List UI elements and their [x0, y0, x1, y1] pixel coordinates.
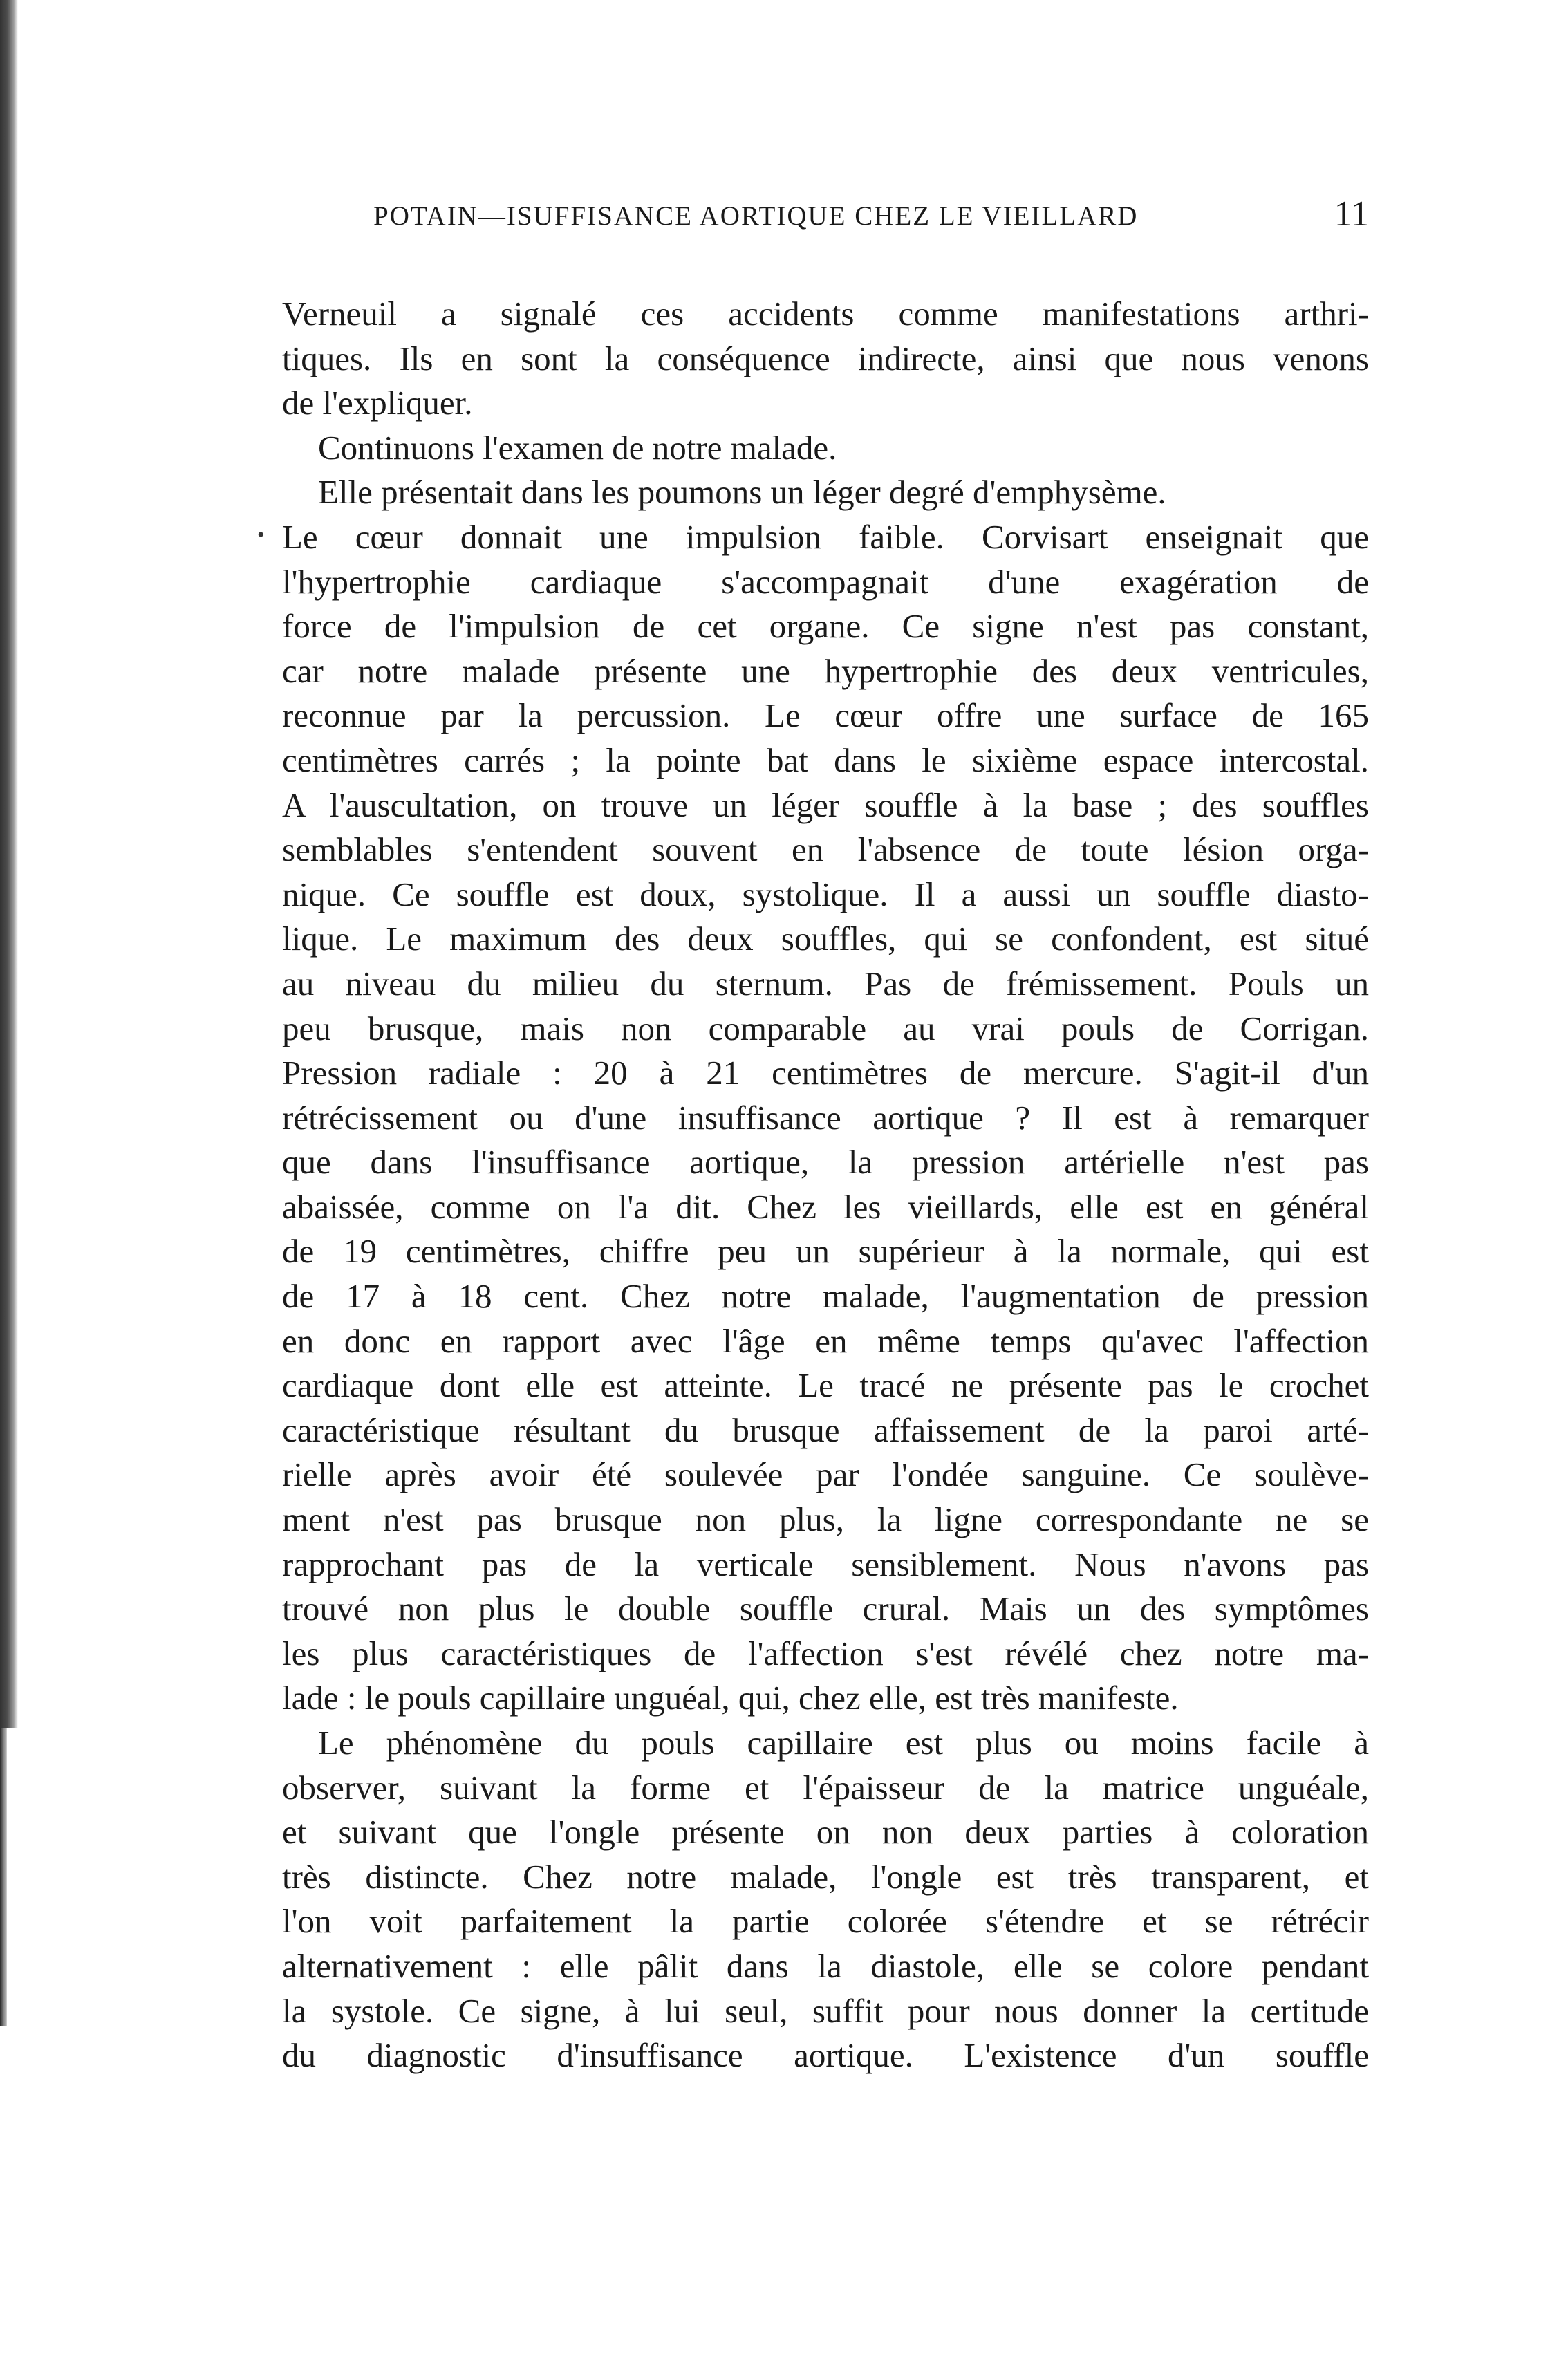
text-line: que dans l'insuffisance aortique, la pression artérielle n'est pas	[282, 1143, 1369, 1182]
text-line: en donc en rapport avec l'âge en même temps qu'avec l'affection	[282, 1321, 1369, 1360]
text-line: très distincte. Chez notre malade, l'ongle est très transparent, et	[282, 1857, 1369, 1896]
body-text	[282, 292, 1369, 2078]
text-line: reconnue par la percussion. Le cœur offre une surface de 165	[282, 696, 1369, 735]
scan-shadow-edge	[0, 0, 18, 1728]
text-line: Continuons l'examen de notre malade.	[318, 428, 837, 467]
text-line: centimètres carrés ; la pointe bat dans le sixième espace intercostal.	[282, 740, 1369, 779]
text-line: nique. Ce souffle est doux, systolique. Il a aussi un souffle diasto-	[282, 875, 1369, 913]
text-line: la systole. Ce signe, à lui seul, suffit pour nous donner la certitude	[282, 1991, 1369, 2030]
text-line: car notre malade présente une hypertrophie des deux ventricules,	[282, 651, 1369, 690]
text-line: semblables s'entendent souvent en l'absence de toute lésion orga-	[282, 830, 1369, 869]
page-number: 11	[1334, 194, 1369, 234]
text-line: les plus caractéristiques de l'affection s'est révélé chez notre ma-	[282, 1634, 1369, 1672]
text-line: Pression radiale : 20 à 21 centimètres de mercure. S'agit-il d'un	[282, 1054, 1369, 1092]
text-line: du diagnostic d'insuffisance aortique. L'existence d'un souffle	[282, 2036, 1369, 2075]
text-line: lique. Le maximum des deux souffles, qui se confondent, est situé	[282, 920, 1369, 958]
text-line: et suivant que l'ongle présente on non deux parties à coloration	[282, 1813, 1369, 1852]
text-line: A l'auscultation, on trouve un léger souffle à la base ; des souffles	[282, 785, 1369, 824]
margin-mark: •	[257, 523, 265, 546]
text-line: force de l'impulsion de cet organe. Ce signe n'est pas constant,	[282, 607, 1369, 646]
text-line: l'hypertrophie cardiaque s'accompagnait d'une exagération de	[282, 562, 1369, 601]
text-line: lade : le pouls capillaire unguéal, qui, chez elle, est très manifeste.	[282, 1679, 1179, 1717]
text-line: rielle après avoir été soulevée par l'ondée sanguine. Ce soulève-	[282, 1455, 1369, 1494]
text-line: de 19 centimètres, chiffre peu un supérieur à la normale, qui est	[282, 1232, 1369, 1271]
text-line: alternativement : elle pâlit dans la diastole, elle se colore pendant	[282, 1946, 1369, 1985]
text-line: rétrécissement ou d'une insuffisance aortique ? Il est à remarquer	[282, 1098, 1369, 1137]
text-line: Le phénomène du pouls capillaire est plus ou moins facile à	[318, 1724, 1369, 1762]
text-line: Verneuil a signalé ces accidents comme manifestations arthri-	[282, 295, 1369, 333]
text-line: de l'expliquer.	[282, 384, 473, 422]
running-head: POTAIN—ISUFFISANCE AORTIQUE CHEZ LE VIEILLARD	[373, 201, 1139, 231]
text-line: trouvé non plus le double souffle crural. Mais un des symptômes	[282, 1589, 1369, 1628]
text-line: au niveau du milieu du sternum. Pas de frémissement. Pouls un	[282, 964, 1369, 1003]
text-line: cardiaque dont elle est atteinte. Le tracé ne présente pas le crochet	[282, 1366, 1369, 1405]
text-line: caractéristique résultant du brusque affaissement de la paroi arté-	[282, 1410, 1369, 1449]
text-line: Elle présentait dans les poumons un léger degré d'emphysème.	[318, 473, 1166, 512]
text-line: tiques. Ils en sont la conséquence indirecte, ainsi que nous venons	[282, 339, 1369, 377]
text-line: de 17 à 18 cent. Chez notre malade, l'augmentation de pression	[282, 1277, 1369, 1316]
text-line: abaissée, comme on l'a dit. Chez les vieillards, elle est en général	[282, 1187, 1369, 1226]
text-line: ment n'est pas brusque non plus, la ligne correspondante ne se	[282, 1500, 1369, 1539]
text-line: peu brusque, mais non comparable au vrai pouls de Corrigan.	[282, 1009, 1369, 1047]
text-line: Le cœur donnait une impulsion faible. Corvisart enseignait que	[282, 517, 1369, 556]
text-line: observer, suivant la forme et l'épaisseur de la matrice unguéale,	[282, 1768, 1369, 1807]
text-line: rapprochant pas de la verticale sensiblement. Nous n'avons pas	[282, 1545, 1369, 1583]
scan-shadow-edge-lower	[0, 1728, 7, 2026]
page-header	[290, 194, 1369, 245]
text-line: l'on voit parfaitement la partie colorée s'étendre et se rétrécir	[282, 1902, 1369, 1941]
